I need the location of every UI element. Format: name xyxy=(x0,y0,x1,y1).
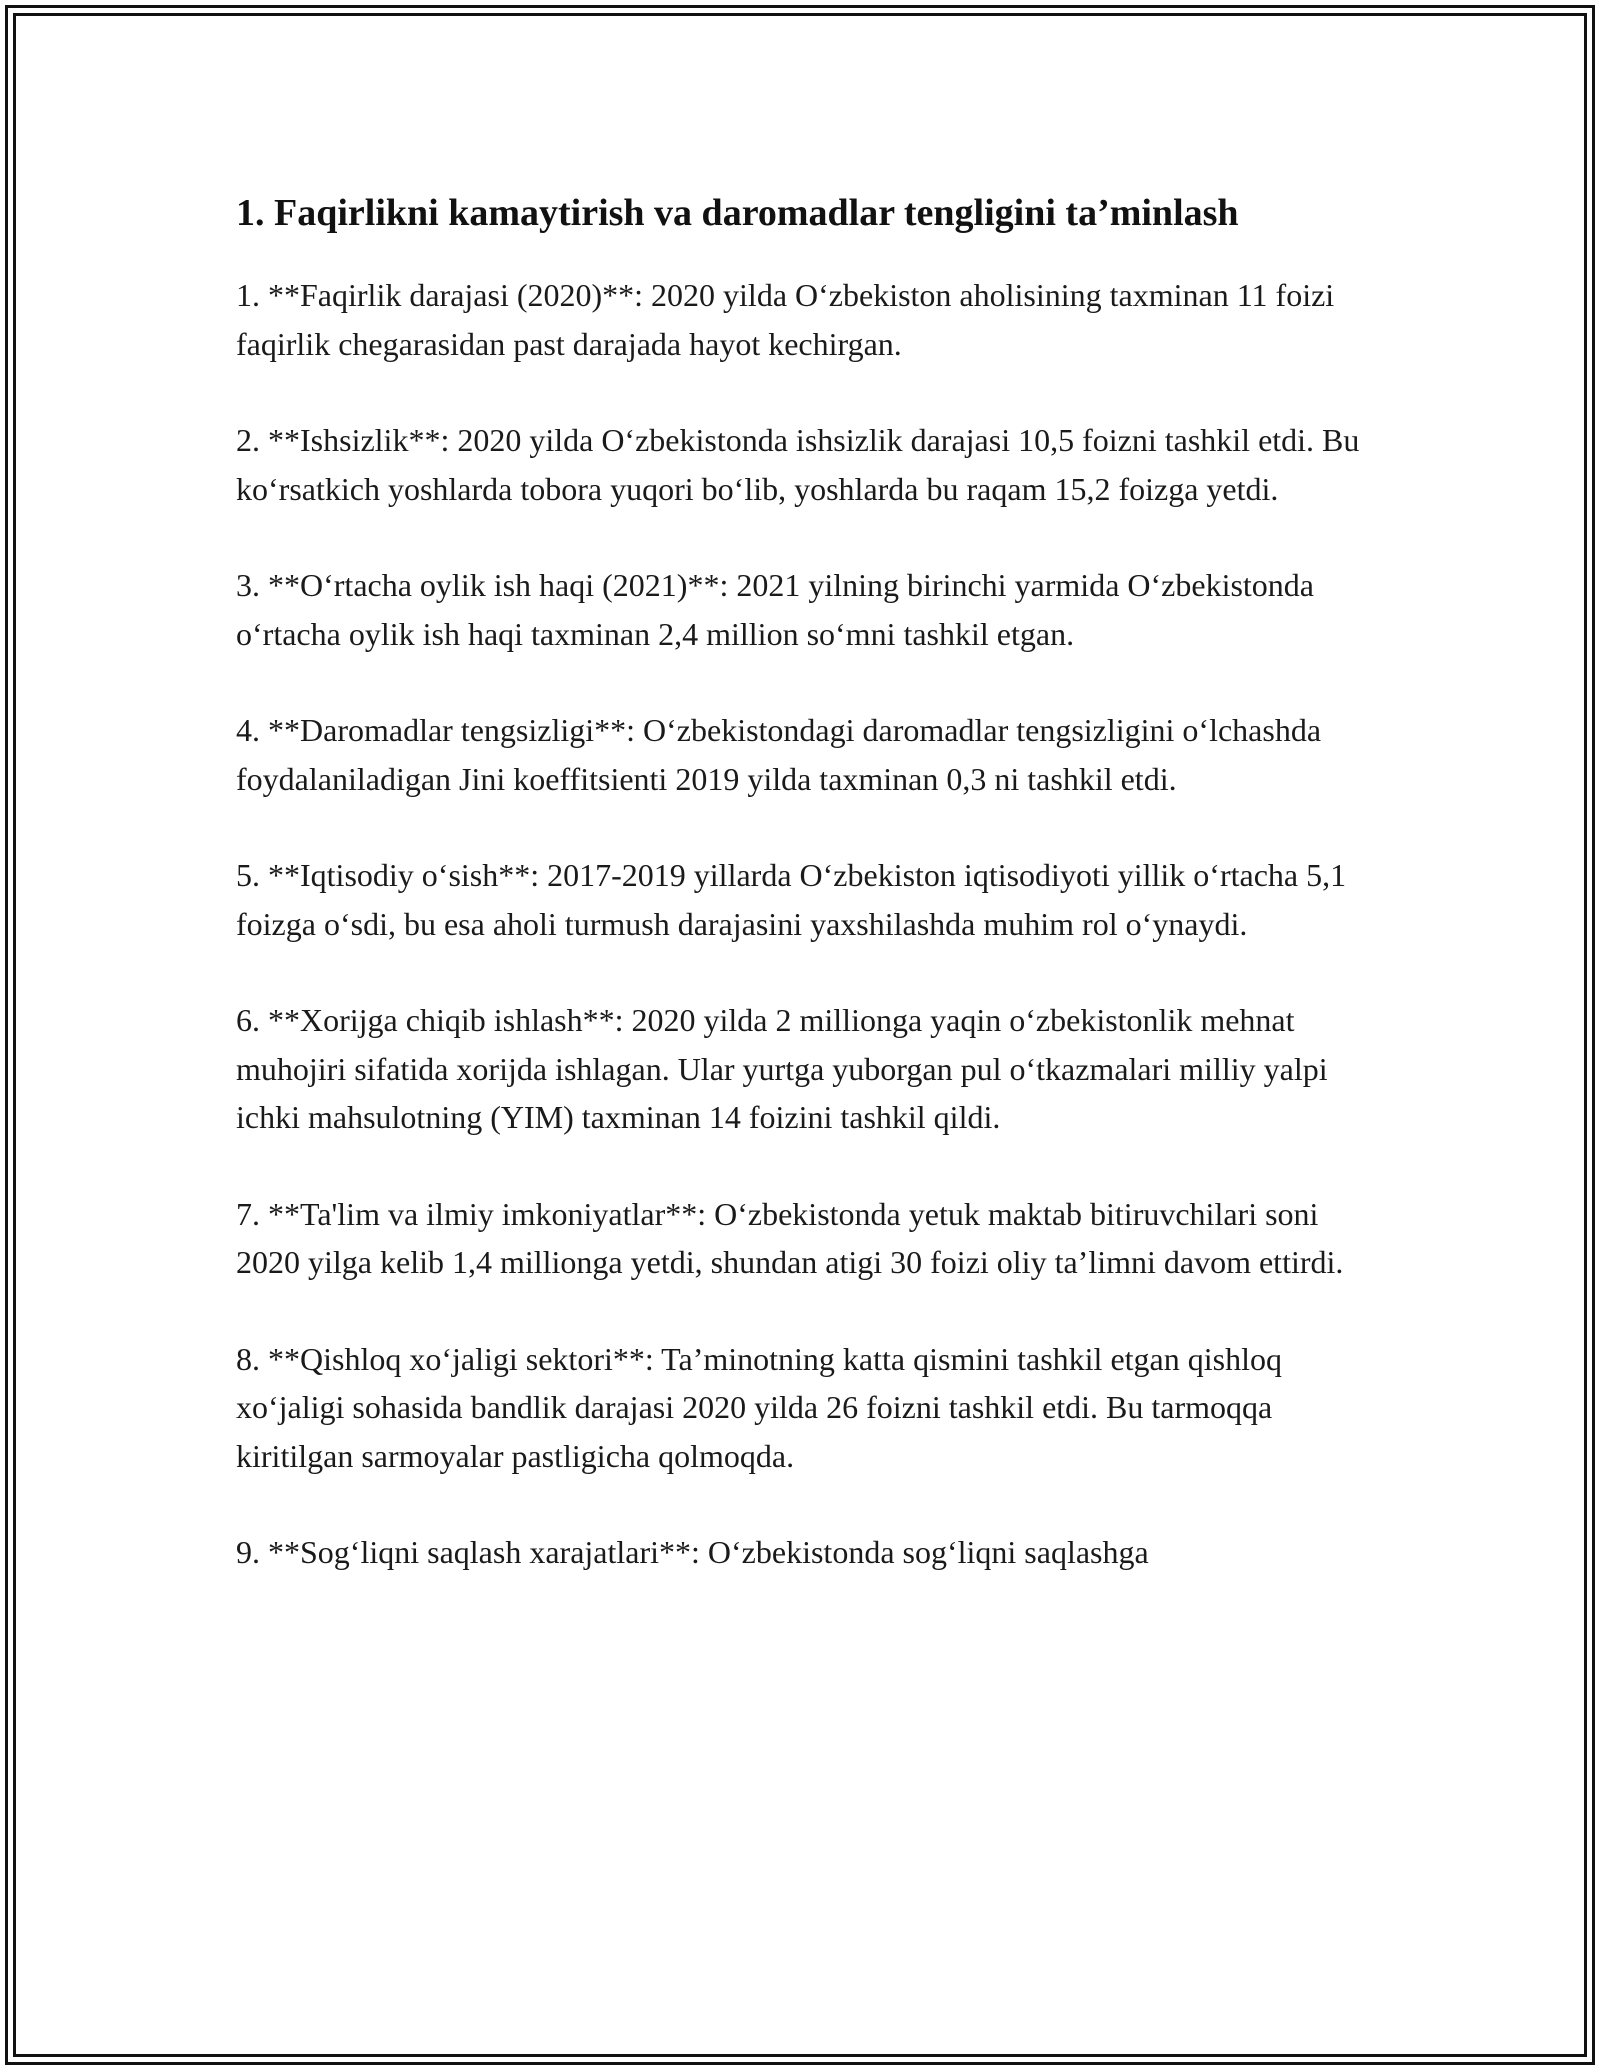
document-title: 1. Faqirlikni kamaytirish va daromadlar tengligini ta’minlash xyxy=(236,192,1239,234)
list-item: 4. **Daromadlar tengsizligi**: O‘zbekistondagi daromadlar tengsizligini o‘lchashda foydalaniladigan Jini koeffitsienti 2019 yilda taxminan 0,3 ni tashkil etdi. xyxy=(236,712,1322,797)
list-item: 1. **Faqirlik darajasi (2020)**: 2020 yilda O‘zbekiston aholisining taxminan 11 foizi faqirlik chegarasidan past darajada hayot kechirgan. xyxy=(236,277,1335,362)
list-item: 9. **Sog‘liqni saqlash xarajatlari**: O‘zbekistonda sog‘liqni saqlashga xyxy=(236,1534,1149,1570)
item-list xyxy=(236,271,1376,1577)
document-body xyxy=(236,185,1376,1625)
list-item: 8. **Qishloq xo‘jaligi sektori**: Ta’minotning katta qismini tashkil etgan qishloq xo‘jaligi sohasida bandlik darajasi 2020 yilda 26 foizni tashkil etdi. Bu tarmoqqa kiritilgan sarmoyalar pastligicha qolmoqda. xyxy=(236,1340,1282,1474)
list-item: 2. **Ishsizlik**: 2020 yilda O‘zbekistonda ishsizlik darajasi 10,5 foizni tashkil etdi. Bu ko‘rsatkich yoshlarda tobora yuqori bo‘lib, yoshlarda bu raqam 15,2 foizga yetdi. xyxy=(236,422,1360,507)
list-item: 3. **O‘rtacha oylik ish haqi (2021)**: 2021 yilning birinchi yarmida O‘zbekistonda o‘rtacha oylik ish haqi taxminan 2,4 million so‘mni tashkil etgan. xyxy=(236,567,1314,652)
list-item: 7. **Ta'lim va ilmiy imkoniyatlar**: O‘zbekistonda yetuk maktab bitiruvchilari soni 2020 yilga kelib 1,4 millionga yetdi, shundan atigi 30 foizi oliy ta’limni davom ettirdi. xyxy=(236,1195,1344,1280)
list-item: 5. **Iqtisodiy o‘sish**: 2017-2019 yillarda O‘zbekiston iqtisodiyoti yillik o‘rtacha 5,1 foizga o‘sdi, bu esa aholi turmush darajasini yaxshilashda muhim rol o‘ynaydi. xyxy=(236,857,1347,942)
list-item: 6. **Xorijga chiqib ishlash**: 2020 yilda 2 millionga yaqin o‘zbekistonlik mehnat muhojiri sifatida xorijda ishlagan. Ular yurtga yuborgan pul o‘tkazmalari milliy yalpi ichki mahsulotning (YIM) taxminan 14 foizini tashkil qildi. xyxy=(236,1002,1328,1135)
